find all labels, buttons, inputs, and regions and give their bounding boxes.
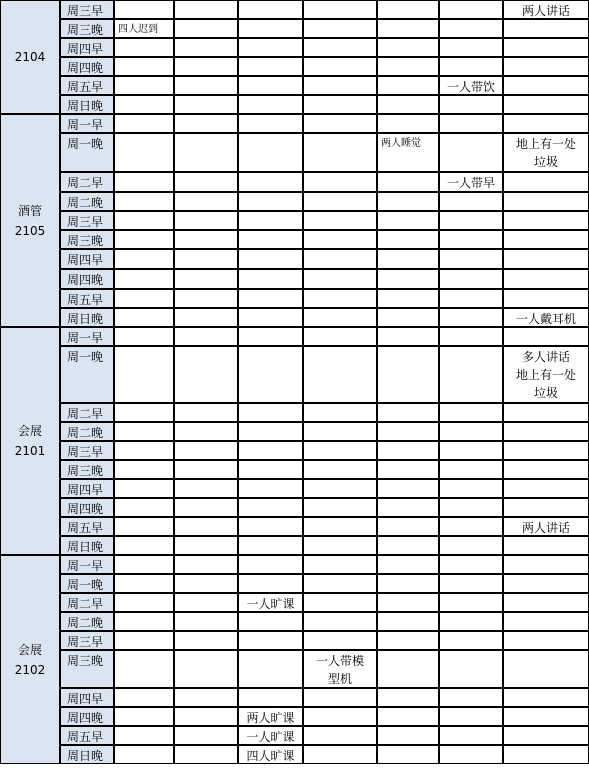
empty-cell <box>114 211 174 230</box>
empty-cell <box>114 612 174 631</box>
empty-cell <box>439 650 503 688</box>
empty-cell <box>303 172 377 192</box>
empty-cell <box>377 269 439 289</box>
session-label: 周四晚 <box>60 498 114 517</box>
empty-cell <box>174 745 238 764</box>
empty-cell <box>439 479 503 498</box>
empty-cell <box>439 631 503 650</box>
empty-cell <box>174 172 238 192</box>
empty-cell <box>503 555 589 574</box>
empty-cell <box>114 441 174 460</box>
empty-cell <box>238 269 303 289</box>
empty-cell <box>377 707 439 726</box>
note-cell: 一人带早 <box>439 172 503 192</box>
empty-cell <box>114 403 174 422</box>
empty-cell <box>503 574 589 593</box>
session-label: 周五早 <box>60 289 114 308</box>
empty-cell <box>503 19 589 38</box>
empty-cell <box>238 422 303 441</box>
empty-cell <box>503 745 589 764</box>
empty-cell <box>439 574 503 593</box>
empty-cell <box>503 211 589 230</box>
session-label: 周四晚 <box>60 269 114 289</box>
empty-cell <box>238 211 303 230</box>
empty-cell <box>503 612 589 631</box>
empty-cell <box>303 422 377 441</box>
empty-cell <box>377 114 439 133</box>
empty-cell <box>503 114 589 133</box>
note-cell: 四人旷课 <box>238 745 303 764</box>
empty-cell <box>503 422 589 441</box>
empty-cell <box>238 688 303 707</box>
empty-cell <box>114 460 174 479</box>
empty-cell <box>174 346 238 403</box>
empty-cell <box>238 498 303 517</box>
empty-cell <box>503 76 589 95</box>
empty-cell <box>238 192 303 211</box>
empty-cell <box>238 631 303 650</box>
empty-cell <box>503 536 589 555</box>
empty-cell <box>238 249 303 269</box>
empty-cell <box>439 688 503 707</box>
empty-cell <box>503 707 589 726</box>
note-cell: 地上有一处 垃圾 <box>503 133 589 172</box>
empty-cell <box>238 517 303 536</box>
empty-cell <box>377 403 439 422</box>
empty-cell <box>174 631 238 650</box>
empty-cell <box>238 57 303 76</box>
session-label: 周日晚 <box>60 536 114 555</box>
session-label: 周二晚 <box>60 192 114 211</box>
empty-cell <box>303 460 377 479</box>
empty-cell <box>303 555 377 574</box>
empty-cell <box>174 19 238 38</box>
empty-cell <box>114 269 174 289</box>
note-cell: 两人讲话 <box>503 517 589 536</box>
empty-cell <box>503 95 589 114</box>
empty-cell <box>238 172 303 192</box>
empty-cell <box>174 308 238 327</box>
session-label: 周一早 <box>60 114 114 133</box>
empty-cell <box>174 517 238 536</box>
empty-cell <box>503 172 589 192</box>
empty-cell <box>377 19 439 38</box>
session-label: 周三晚 <box>60 230 114 249</box>
empty-cell <box>503 593 589 612</box>
empty-cell <box>377 745 439 764</box>
empty-cell <box>503 650 589 688</box>
empty-cell <box>377 441 439 460</box>
empty-cell <box>439 707 503 726</box>
empty-cell <box>303 498 377 517</box>
empty-cell <box>439 38 503 57</box>
note-cell: 两人旷课 <box>238 707 303 726</box>
empty-cell <box>377 650 439 688</box>
empty-cell <box>114 650 174 688</box>
empty-cell <box>238 555 303 574</box>
empty-cell <box>174 422 238 441</box>
empty-cell <box>114 517 174 536</box>
note-cell: 一人旷课 <box>238 726 303 745</box>
note-cell: 一人带饮 <box>439 76 503 95</box>
empty-cell <box>114 346 174 403</box>
empty-cell <box>238 346 303 403</box>
empty-cell <box>377 0 439 19</box>
empty-cell <box>174 192 238 211</box>
empty-cell <box>114 230 174 249</box>
empty-cell <box>439 211 503 230</box>
empty-cell <box>174 555 238 574</box>
empty-cell <box>377 726 439 745</box>
empty-cell <box>174 498 238 517</box>
empty-cell <box>238 230 303 249</box>
empty-cell <box>238 460 303 479</box>
room-label: 会展 2102 <box>0 555 60 764</box>
session-label: 周三早 <box>60 441 114 460</box>
empty-cell <box>114 726 174 745</box>
note-cell: 四人迟到 <box>114 19 174 38</box>
empty-cell <box>238 289 303 308</box>
empty-cell <box>377 327 439 346</box>
empty-cell <box>174 593 238 612</box>
empty-cell <box>174 289 238 308</box>
empty-cell <box>377 422 439 441</box>
empty-cell <box>377 574 439 593</box>
empty-cell <box>238 574 303 593</box>
empty-cell <box>303 76 377 95</box>
empty-cell <box>174 650 238 688</box>
session-label: 周二早 <box>60 593 114 612</box>
empty-cell <box>114 593 174 612</box>
empty-cell <box>174 76 238 95</box>
empty-cell <box>114 574 174 593</box>
empty-cell <box>174 327 238 346</box>
empty-cell <box>439 460 503 479</box>
empty-cell <box>377 498 439 517</box>
empty-cell <box>439 555 503 574</box>
empty-cell <box>174 38 238 57</box>
empty-cell <box>377 172 439 192</box>
empty-cell <box>114 133 174 172</box>
session-label: 周一晚 <box>60 346 114 403</box>
empty-cell <box>503 230 589 249</box>
empty-cell <box>238 133 303 172</box>
session-label: 周一晚 <box>60 574 114 593</box>
note-cell: 一人戴耳机 <box>503 308 589 327</box>
empty-cell <box>174 460 238 479</box>
session-label: 周二晚 <box>60 612 114 631</box>
session-label: 周四晚 <box>60 707 114 726</box>
empty-cell <box>303 593 377 612</box>
empty-cell <box>174 95 238 114</box>
empty-cell <box>439 726 503 745</box>
empty-cell <box>439 745 503 764</box>
note-cell: 一人旷课 <box>238 593 303 612</box>
session-label: 周四早 <box>60 249 114 269</box>
empty-cell <box>377 593 439 612</box>
empty-cell <box>439 327 503 346</box>
empty-cell <box>303 517 377 536</box>
empty-cell <box>238 0 303 19</box>
empty-cell <box>114 479 174 498</box>
empty-cell <box>174 726 238 745</box>
empty-cell <box>377 555 439 574</box>
empty-cell <box>377 249 439 269</box>
empty-cell <box>114 289 174 308</box>
empty-cell <box>377 95 439 114</box>
empty-cell <box>439 441 503 460</box>
session-label: 周五早 <box>60 726 114 745</box>
empty-cell <box>503 57 589 76</box>
empty-cell <box>503 327 589 346</box>
empty-cell <box>377 479 439 498</box>
empty-cell <box>114 327 174 346</box>
empty-cell <box>439 498 503 517</box>
empty-cell <box>114 249 174 269</box>
empty-cell <box>174 574 238 593</box>
empty-cell <box>377 517 439 536</box>
session-label: 周三早 <box>60 211 114 230</box>
empty-cell <box>238 114 303 133</box>
room-label: 会展 2101 <box>0 327 60 555</box>
empty-cell <box>114 57 174 76</box>
empty-cell <box>303 19 377 38</box>
empty-cell <box>303 441 377 460</box>
empty-cell <box>238 612 303 631</box>
empty-cell <box>377 460 439 479</box>
empty-cell <box>238 441 303 460</box>
empty-cell <box>503 403 589 422</box>
empty-cell <box>303 403 377 422</box>
empty-cell <box>303 289 377 308</box>
empty-cell <box>303 688 377 707</box>
note-cell: 两人睡觉 <box>377 133 439 172</box>
empty-cell <box>114 308 174 327</box>
empty-cell <box>439 308 503 327</box>
empty-cell <box>114 38 174 57</box>
session-label: 周二晚 <box>60 422 114 441</box>
empty-cell <box>303 38 377 57</box>
empty-cell <box>439 536 503 555</box>
empty-cell <box>174 536 238 555</box>
empty-cell <box>114 555 174 574</box>
empty-cell <box>238 19 303 38</box>
empty-cell <box>503 441 589 460</box>
empty-cell <box>439 114 503 133</box>
empty-cell <box>238 650 303 688</box>
empty-cell <box>303 707 377 726</box>
session-label: 周三晚 <box>60 650 114 688</box>
empty-cell <box>503 38 589 57</box>
session-label: 周一早 <box>60 327 114 346</box>
session-label: 周四早 <box>60 479 114 498</box>
empty-cell <box>238 327 303 346</box>
empty-cell <box>238 479 303 498</box>
session-label: 周一晚 <box>60 133 114 172</box>
empty-cell <box>114 192 174 211</box>
empty-cell <box>114 422 174 441</box>
empty-cell <box>303 612 377 631</box>
empty-cell <box>377 612 439 631</box>
empty-cell <box>439 612 503 631</box>
session-label: 周日晚 <box>60 95 114 114</box>
empty-cell <box>303 57 377 76</box>
empty-cell <box>238 95 303 114</box>
session-label: 周二早 <box>60 172 114 192</box>
empty-cell <box>439 19 503 38</box>
empty-cell <box>114 631 174 650</box>
session-label: 周四早 <box>60 688 114 707</box>
session-label: 周三早 <box>60 631 114 650</box>
empty-cell <box>303 192 377 211</box>
empty-cell <box>114 114 174 133</box>
empty-cell <box>114 95 174 114</box>
empty-cell <box>377 289 439 308</box>
session-label: 周日晚 <box>60 308 114 327</box>
empty-cell <box>439 517 503 536</box>
empty-cell <box>174 688 238 707</box>
session-label: 周日晚 <box>60 745 114 764</box>
empty-cell <box>174 707 238 726</box>
empty-cell <box>174 133 238 172</box>
empty-cell <box>174 479 238 498</box>
empty-cell <box>377 346 439 403</box>
empty-cell <box>114 0 174 19</box>
empty-cell <box>439 249 503 269</box>
session-label: 周五早 <box>60 517 114 536</box>
room-label: 酒管 2105 <box>0 114 60 327</box>
empty-cell <box>174 612 238 631</box>
empty-cell <box>377 192 439 211</box>
session-label: 周四晚 <box>60 57 114 76</box>
empty-cell <box>174 57 238 76</box>
session-label: 周三晚 <box>60 460 114 479</box>
empty-cell <box>503 498 589 517</box>
empty-cell <box>439 593 503 612</box>
empty-cell <box>377 536 439 555</box>
empty-cell <box>439 57 503 76</box>
empty-cell <box>303 726 377 745</box>
note-cell: 一人带模 型机 <box>303 650 377 688</box>
empty-cell <box>174 0 238 19</box>
note-cell: 多人讲话 地上有一处 垃圾 <box>503 346 589 403</box>
empty-cell <box>503 631 589 650</box>
session-label: 周一早 <box>60 555 114 574</box>
empty-cell <box>503 726 589 745</box>
empty-cell <box>114 745 174 764</box>
empty-cell <box>503 460 589 479</box>
empty-cell <box>439 192 503 211</box>
empty-cell <box>503 249 589 269</box>
note-cell: 两人讲话 <box>503 0 589 19</box>
empty-cell <box>503 269 589 289</box>
empty-cell <box>303 249 377 269</box>
empty-cell <box>114 498 174 517</box>
empty-cell <box>114 536 174 555</box>
empty-cell <box>303 346 377 403</box>
empty-cell <box>439 133 503 172</box>
empty-cell <box>238 76 303 95</box>
empty-cell <box>377 38 439 57</box>
empty-cell <box>238 308 303 327</box>
empty-cell <box>377 308 439 327</box>
empty-cell <box>503 289 589 308</box>
empty-cell <box>174 403 238 422</box>
empty-cell <box>439 95 503 114</box>
empty-cell <box>238 38 303 57</box>
empty-cell <box>114 172 174 192</box>
empty-cell <box>303 114 377 133</box>
empty-cell <box>174 269 238 289</box>
empty-cell <box>174 211 238 230</box>
empty-cell <box>174 441 238 460</box>
empty-cell <box>303 308 377 327</box>
empty-cell <box>303 95 377 114</box>
session-label: 周三早 <box>60 0 114 19</box>
empty-cell <box>303 574 377 593</box>
session-label: 周四早 <box>60 38 114 57</box>
session-label: 周三晚 <box>60 19 114 38</box>
empty-cell <box>377 57 439 76</box>
empty-cell <box>174 230 238 249</box>
session-label: 周二早 <box>60 403 114 422</box>
empty-cell <box>303 0 377 19</box>
empty-cell <box>439 289 503 308</box>
session-label: 周五早 <box>60 76 114 95</box>
empty-cell <box>303 133 377 172</box>
empty-cell <box>439 403 503 422</box>
empty-cell <box>503 479 589 498</box>
empty-cell <box>377 76 439 95</box>
empty-cell <box>503 192 589 211</box>
empty-cell <box>303 745 377 764</box>
empty-cell <box>238 536 303 555</box>
empty-cell <box>439 230 503 249</box>
empty-cell <box>439 422 503 441</box>
empty-cell <box>377 688 439 707</box>
empty-cell <box>303 327 377 346</box>
empty-cell <box>303 269 377 289</box>
empty-cell <box>439 346 503 403</box>
empty-cell <box>114 76 174 95</box>
empty-cell <box>303 536 377 555</box>
empty-cell <box>377 211 439 230</box>
empty-cell <box>303 479 377 498</box>
empty-cell <box>114 707 174 726</box>
empty-cell <box>377 631 439 650</box>
empty-cell <box>503 688 589 707</box>
empty-cell <box>377 230 439 249</box>
empty-cell <box>174 114 238 133</box>
room-label: 2104 <box>0 0 60 114</box>
empty-cell <box>303 230 377 249</box>
empty-cell <box>303 211 377 230</box>
empty-cell <box>439 269 503 289</box>
empty-cell <box>174 249 238 269</box>
empty-cell <box>439 0 503 19</box>
empty-cell <box>303 631 377 650</box>
empty-cell <box>238 403 303 422</box>
empty-cell <box>114 688 174 707</box>
